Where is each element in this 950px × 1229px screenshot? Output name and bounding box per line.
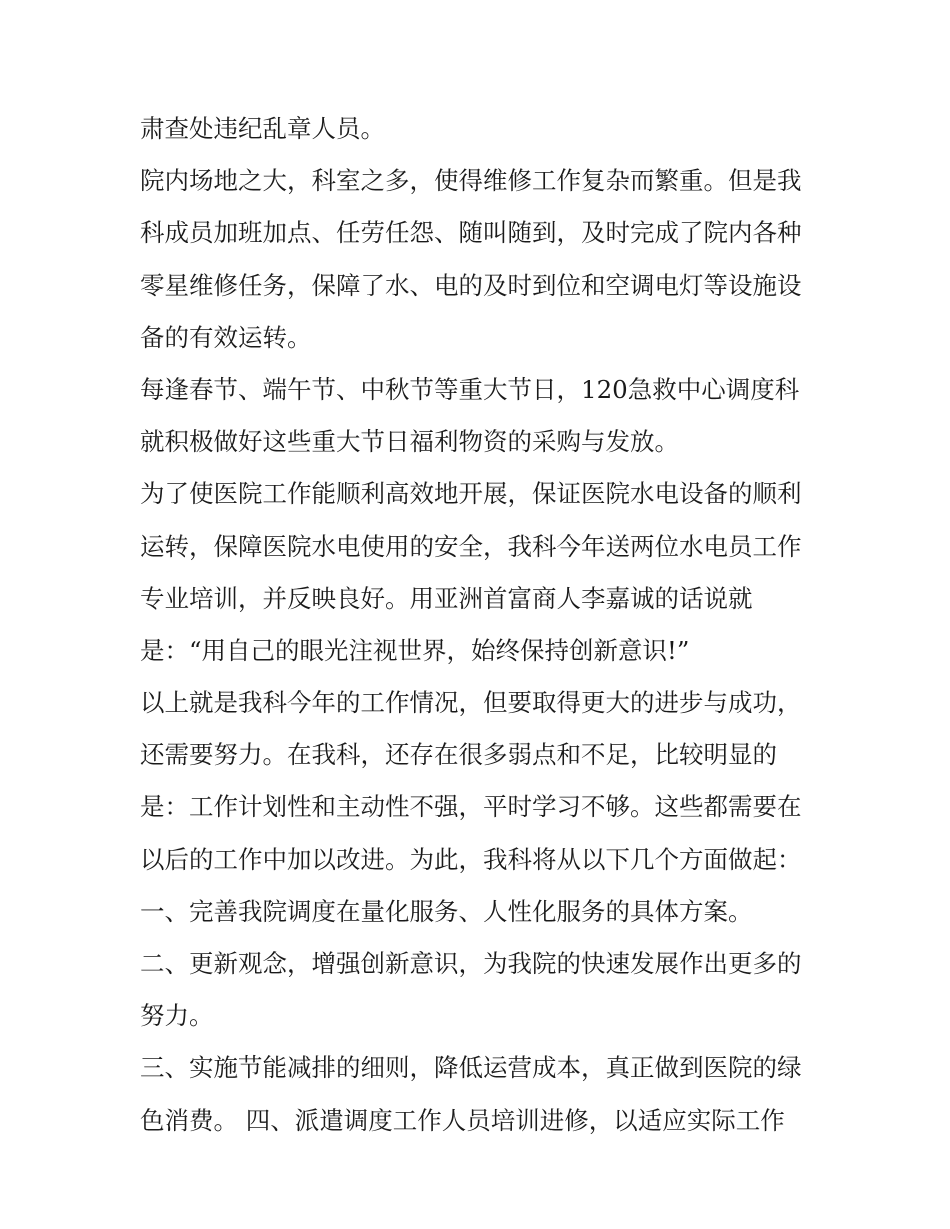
text-line: 科成员加班加点、任劳任怨、随叫随到，及时完成了院内各种 (140, 218, 802, 248)
text-line: 二、更新观念，增强创新意识，为我院的快速发展作出更多的 (140, 949, 802, 978)
text-line: 是：工作计划性和主动性不强，平时学习不够。这些都需要在 (140, 792, 802, 822)
document-body (140, 103, 830, 1147)
text-line: 运转，保障医院水电使用的安全，我科今年送两位水电员工作 (140, 531, 802, 561)
text-line: 为了使医院工作能顺利高效地开展，保证医院水电设备的顺利 (140, 479, 802, 509)
text-line: 就积极做好这些重大节日福利物资的采购与发放。 (140, 427, 679, 457)
text-line: 专业培训，并反映良好。用亚洲首富商人李嘉诚的话说就 (140, 583, 753, 613)
text-line: 是：“用自己的眼光注视世界，始终保持创新意识!” (140, 635, 690, 665)
text-line: 努力。 (140, 1001, 214, 1031)
text-line: 每逢春节、端午节、中秋节等重大节日，120急救中心调度科 (140, 374, 800, 404)
text-line: 三、实施节能减排的细则，降低运营成本，真正做到医院的绿 (140, 1053, 802, 1083)
text-line: 以后的工作中加以改进。为此，我科将从以下几个方面做起： (140, 844, 802, 874)
text-line: 以上就是我科今年的工作情况，但要取得更大的进步与成功， (140, 688, 802, 718)
text-line: 零星维修任务，保障了水、电的及时到位和空调电灯等设施设 (140, 270, 802, 300)
text-line: 一、完善我院调度在量化服务、人性化服务的具体方案。 (140, 896, 753, 926)
text-line: 院内场地之大，科室之多，使得维修工作复杂而繁重。但是我 (140, 166, 802, 196)
text-line: 色消费。 四、派遣调度工作人员培训进修，以适应实际工作 (140, 1105, 785, 1135)
text-line: 肃查处违纪乱章人员。 (140, 114, 385, 143)
text-line: 备的有效运转。 (140, 322, 312, 352)
text-line: 还需要努力。在我科，还存在很多弱点和不足，比较明显的 (140, 740, 777, 770)
